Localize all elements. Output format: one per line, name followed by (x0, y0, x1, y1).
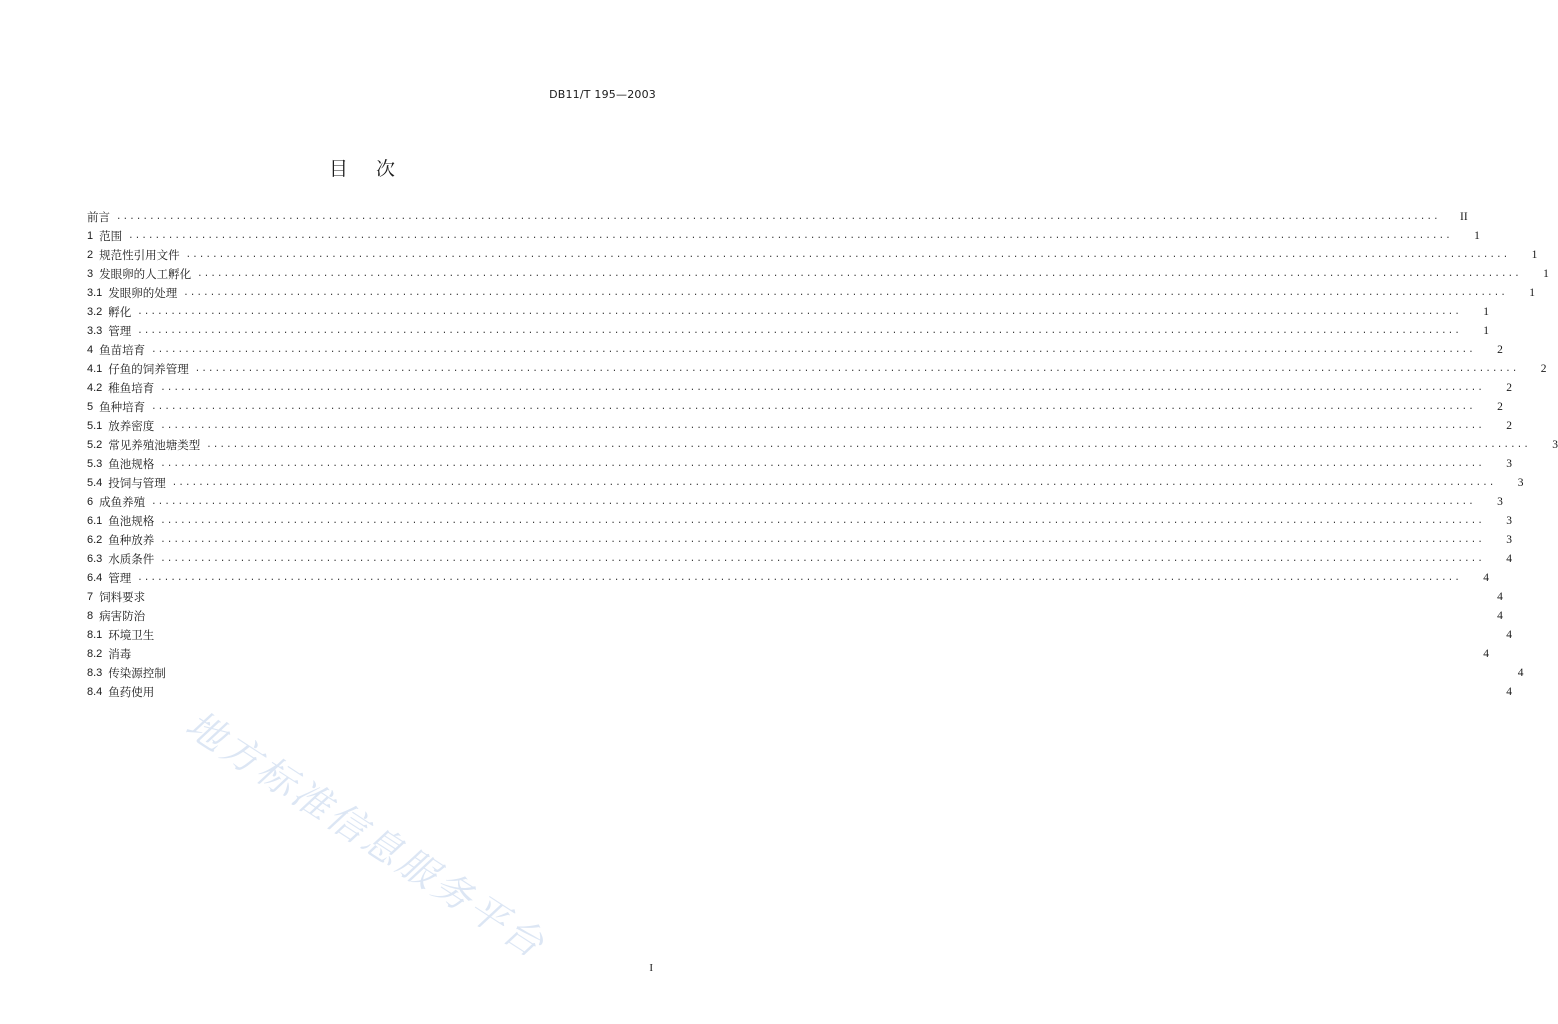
toc-dot-leader: ........................................................................................................................................................................................................ (151, 345, 1475, 355)
toc-entry-number: 6.3 (87, 553, 103, 565)
toc-dot-leader: ........................................................................................................................................................................................................ (185, 250, 1510, 260)
toc-entry[interactable] (87, 208, 1468, 227)
toc-dot-leader: ........................................................................................................................................................................................................ (197, 269, 1521, 279)
toc-entry-number: 1 (87, 230, 94, 242)
watermark-text: 地方标准信息服务平台 (178, 701, 555, 968)
toc-entry-page: 2 (1540, 363, 1547, 375)
toc-entry[interactable] (87, 341, 1503, 360)
toc-entry-page: 4 (1497, 610, 1503, 622)
toc-entry-number: 4.2 (87, 382, 103, 394)
standard-code: DB11/T 195—2003 (549, 88, 656, 101)
toc-dot-leader: ........................................................................................................................................................................................................ (128, 231, 1452, 241)
toc-entry-title: 鱼苗培育 (99, 343, 146, 357)
toc-dot-leader: ........................................................................................................................................................................................................ (137, 326, 1461, 336)
toc-entry[interactable] (87, 531, 1512, 550)
toc-dot-leader: ........................................................................................................................................................................................................ (160, 421, 1484, 431)
toc-dot-leader: ........................................................................................................................................................................................................ (151, 402, 1475, 412)
toc-entry-title: 鱼池规格 (108, 457, 155, 471)
toc-entry[interactable] (87, 322, 1489, 341)
toc-entry-title: 常见养殖池塘类型 (108, 438, 201, 452)
toc-entry-page: 2 (1497, 401, 1503, 413)
toc-entry[interactable] (87, 664, 1524, 683)
toc-entry-title: 鱼池规格 (108, 514, 155, 528)
toc-entry[interactable] (87, 607, 1503, 626)
toc-entry-title: 放养密度 (108, 419, 155, 433)
toc-entry-number: 5 (87, 401, 94, 413)
toc-entry-page: 4 (1483, 572, 1489, 584)
toc-dot-leader: ........................................................................................................................................................................................................ (160, 516, 1484, 526)
toc-entry[interactable] (87, 569, 1489, 588)
toc-entry-page: 1 (1531, 249, 1538, 261)
toc-entry[interactable] (87, 398, 1503, 417)
toc-entry-page: 3 (1497, 496, 1503, 508)
toc-entry[interactable] (87, 417, 1512, 436)
toc-entry[interactable] (87, 227, 1480, 246)
toc-entry-title: 发眼卵的人工孵化 (99, 267, 192, 281)
toc-entry-page: 1 (1529, 287, 1535, 299)
toc-entry[interactable] (87, 493, 1503, 512)
toc-entry-page: 1 (1474, 230, 1480, 242)
toc-entry-title: 鱼种培育 (99, 400, 146, 414)
toc-entry-number: 5.2 (87, 439, 103, 451)
toc-entry[interactable] (87, 588, 1503, 607)
toc-entry[interactable] (87, 246, 1538, 265)
toc-entry-number: 8.4 (87, 686, 103, 698)
toc-entry-page: 1 (1483, 306, 1489, 318)
toc-dot-leader: ........................................................................................................................................................................................................ (160, 459, 1484, 469)
toc-entry-number: 5.1 (87, 420, 103, 432)
page-number: I (649, 962, 653, 974)
toc-entry-number: 8.3 (87, 667, 103, 679)
toc-entry-title: 管理 (108, 571, 132, 585)
toc-entry[interactable] (87, 455, 1512, 474)
toc-entry-page: 1 (1483, 325, 1489, 337)
toc-entry-number: 8.1 (87, 629, 103, 641)
toc-dot-leader: ........................................................................................................................................................................................................ (137, 307, 1461, 317)
toc-entry-number: 5.4 (87, 477, 103, 489)
toc-entry-number: 8.2 (87, 648, 103, 660)
toc-entry-title: 饲料要求 (99, 590, 146, 604)
toc-entry[interactable] (87, 284, 1535, 303)
toc-entry-page: 1 (1543, 268, 1549, 280)
toc-entry-number: 6 (87, 496, 94, 508)
toc-entry-number: 2 (87, 249, 94, 261)
toc-entry[interactable] (87, 303, 1489, 322)
toc-entry-title: 鱼种放养 (108, 533, 155, 547)
toc-entry-page: 4 (1483, 648, 1489, 660)
toc-entry-title: 前言 (87, 210, 110, 224)
toc-entry[interactable] (87, 436, 1558, 455)
toc-entry-number: 3.2 (87, 306, 103, 318)
toc-entry-number: 3.3 (87, 325, 103, 337)
toc-entry[interactable] (87, 645, 1489, 664)
toc-entry-page: II (1460, 211, 1468, 223)
toc-entry-title: 发眼卵的处理 (108, 286, 178, 300)
toc-dot-leader: ........................................................................................................................................................................................................ (137, 573, 1461, 583)
toc-entry-page: 4 (1517, 667, 1524, 679)
toc-entry-page: 4 (1506, 553, 1512, 565)
toc-entry-page: 4 (1506, 629, 1512, 641)
toc-entry-page: 3 (1506, 515, 1512, 527)
toc-entry-number: 4 (87, 344, 94, 356)
toc-entry-page: 4 (1497, 591, 1503, 603)
toc-dot-leader: ........................................................................................................................................................................................................ (194, 364, 1519, 374)
toc-entry[interactable] (87, 550, 1512, 569)
toc-dot-leader: ........................................................................................................................................................................................................ (116, 212, 1440, 222)
toc-entry-title: 水质条件 (108, 552, 155, 566)
toc-entry-title: 稚鱼培育 (108, 381, 155, 395)
toc-entry[interactable] (87, 379, 1512, 398)
table-of-contents (87, 208, 1558, 702)
toc-entry-page: 3 (1506, 534, 1512, 546)
toc-dot-leader: ........................................................................................................................................................................................................ (160, 383, 1484, 393)
toc-entry-number: 4.1 (87, 363, 103, 375)
toc-dot-leader: ........................................................................................................................................................................................................ (151, 497, 1475, 507)
toc-entry-title: 规范性引用文件 (99, 248, 180, 262)
toc-entry-title: 孵化 (108, 305, 132, 319)
toc-entry-title: 管理 (108, 324, 132, 338)
toc-entry[interactable] (87, 512, 1512, 531)
toc-dot-leader: ........................................................................................................................................................................................................ (160, 535, 1484, 545)
toc-dot-leader: ........................................................................................................................................................................................................ (160, 554, 1484, 564)
toc-entry-number: 5.3 (87, 458, 103, 470)
toc-entry-page: 4 (1506, 686, 1512, 698)
toc-entry-title: 环境卫生 (108, 628, 155, 642)
toc-entry[interactable] (87, 626, 1512, 645)
toc-entry-title: 传染源控制 (108, 666, 166, 680)
toc-entry-title: 范围 (99, 229, 123, 243)
toc-entry[interactable] (87, 265, 1549, 284)
toc-entry-title: 仔鱼的饲养管理 (108, 362, 189, 376)
toc-entry-number: 6.2 (87, 534, 103, 546)
toc-entry[interactable] (87, 474, 1524, 493)
toc-entry-page: 2 (1506, 382, 1512, 394)
toc-entry-number: 6.4 (87, 572, 103, 584)
toc-entry-page: 3 (1552, 439, 1558, 451)
toc-entry-title: 消毒 (108, 647, 132, 661)
toc-dot-leader: ........................................................................................................................................................................................................ (171, 478, 1496, 488)
toc-entry-page: 3 (1506, 458, 1512, 470)
toc-entry-title: 投饲与管理 (108, 476, 166, 490)
toc-entry-number: 8 (87, 610, 94, 622)
toc-entry-number: 6.1 (87, 515, 103, 527)
toc-entry[interactable] (87, 683, 1512, 702)
toc-dot-leader: ........................................................................................................................................................................................................ (183, 288, 1507, 298)
toc-entry-page: 2 (1497, 344, 1503, 356)
toc-entry-number: 3 (87, 268, 94, 280)
toc-entry-page: 2 (1506, 420, 1512, 432)
toc-entry-number: 7 (87, 591, 94, 603)
toc-dot-leader: ........................................................................................................................................................................................................ (206, 440, 1530, 450)
toc-entry-number: 3.1 (87, 287, 103, 299)
page-title: 目次 (328, 158, 423, 180)
toc-entry-title: 病害防治 (99, 609, 146, 623)
toc-entry-title: 鱼药使用 (108, 685, 155, 699)
toc-entry-page: 3 (1517, 477, 1524, 489)
toc-entry[interactable] (87, 360, 1547, 379)
toc-entry-title: 成鱼养殖 (99, 495, 146, 509)
